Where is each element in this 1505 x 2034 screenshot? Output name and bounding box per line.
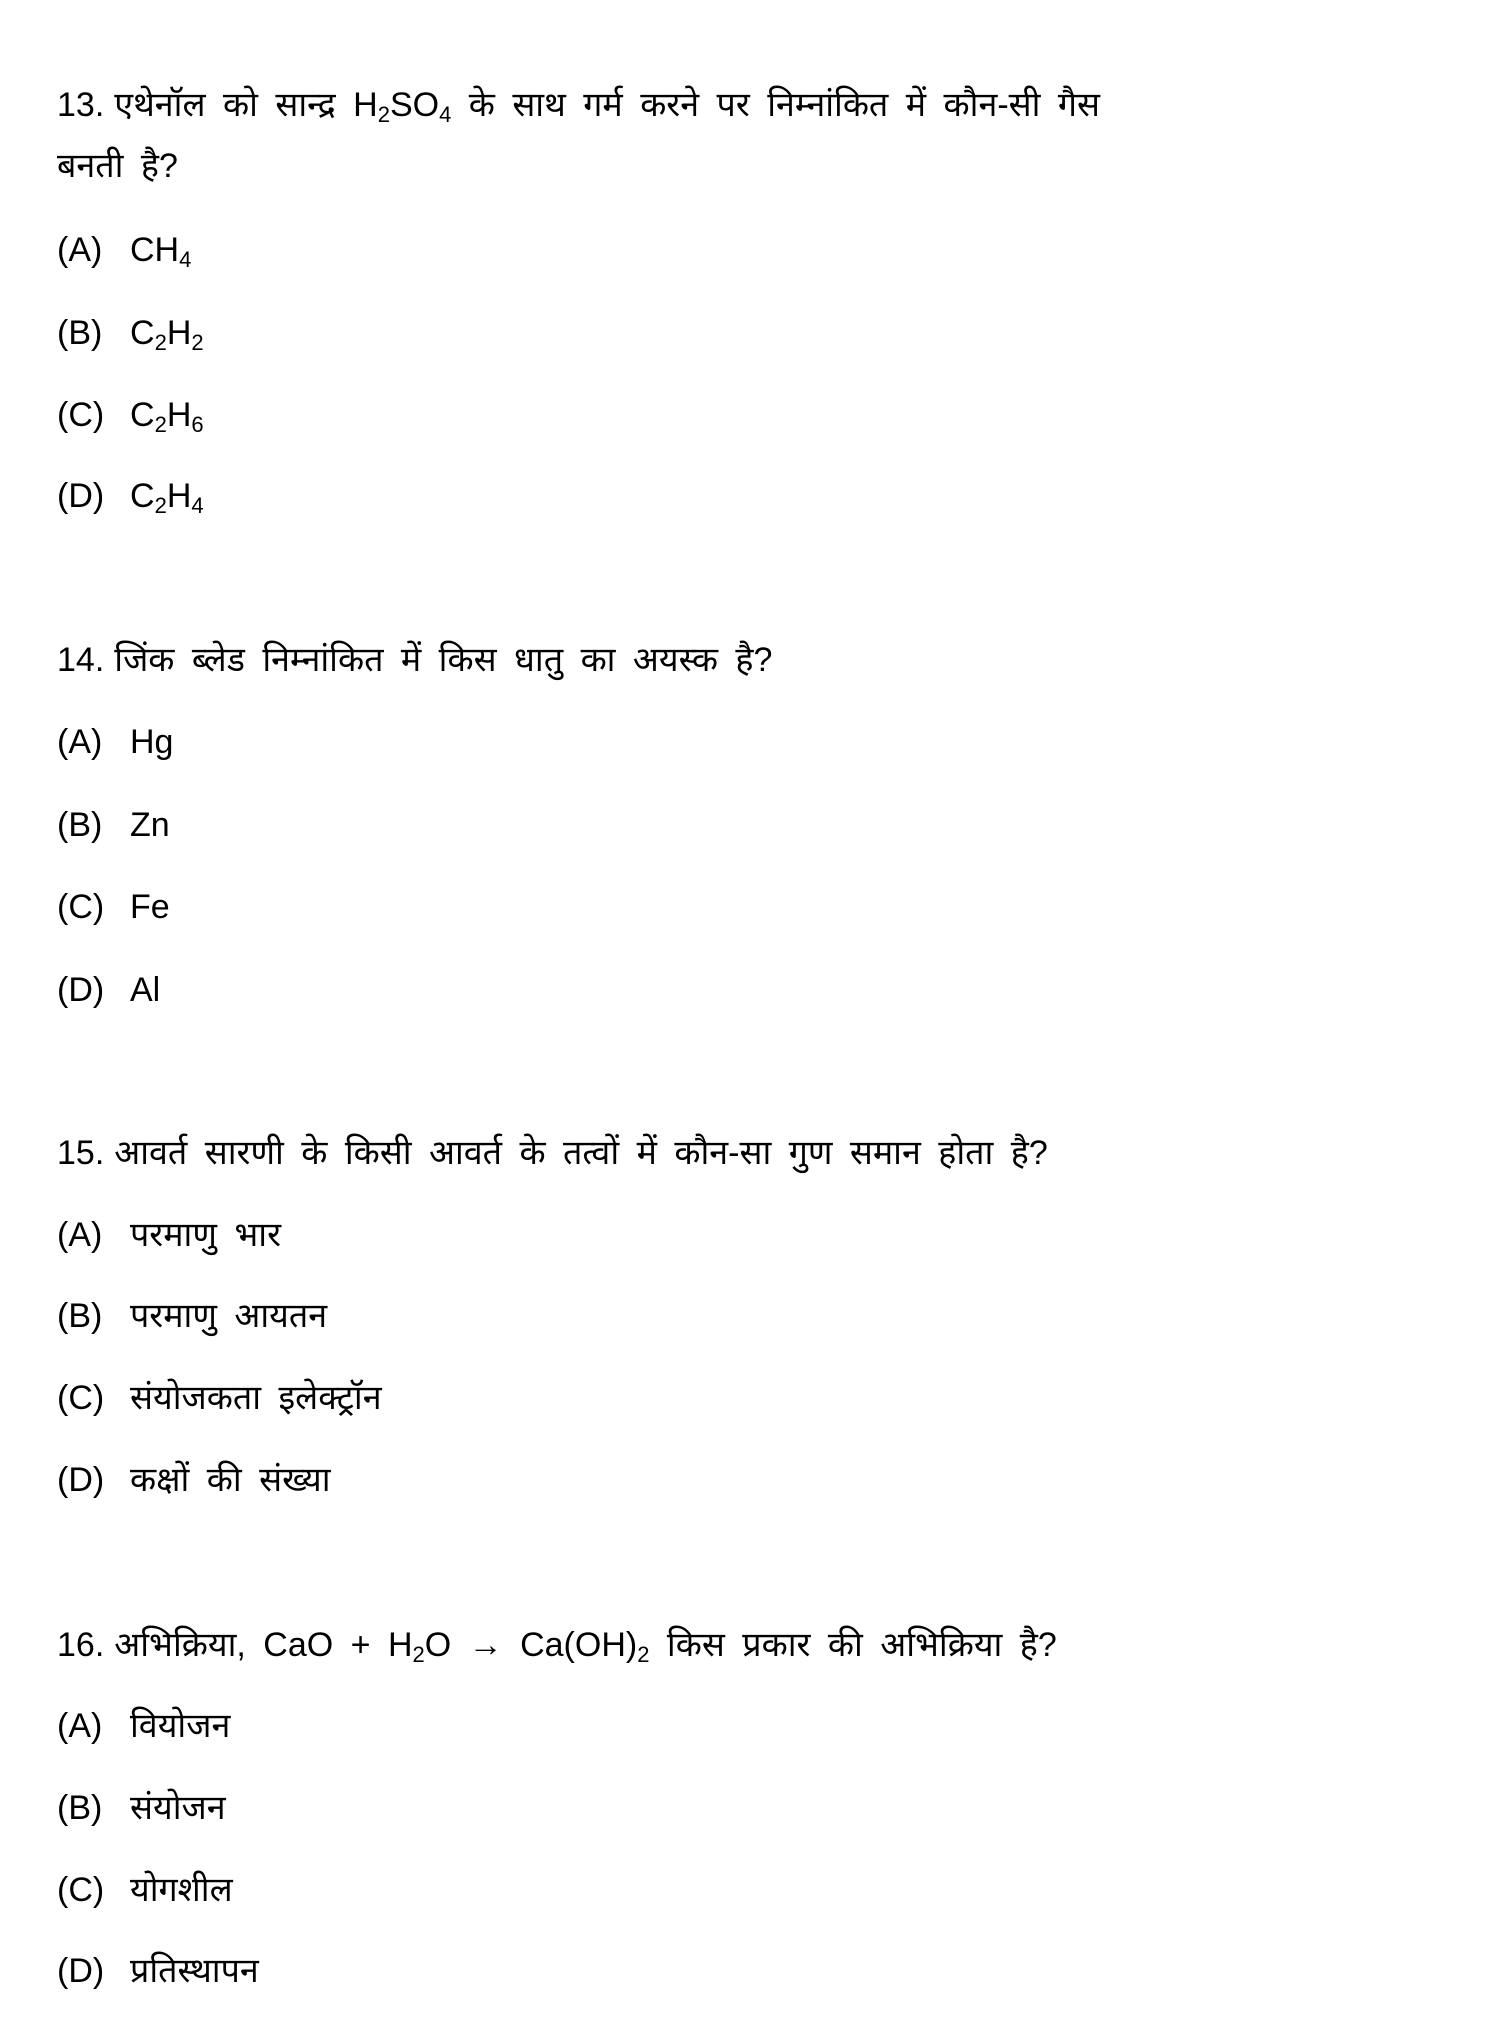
subscript: 2 [637, 1642, 650, 1667]
option-d[interactable] [57, 479, 204, 519]
subscript: 2 [412, 1642, 425, 1667]
question-number: 16. [57, 1626, 105, 1664]
option-label: (A) [57, 1216, 103, 1254]
option-a[interactable] [57, 1218, 281, 1258]
option-text: परमाणु आयतन [130, 1297, 328, 1335]
option-c[interactable] [57, 1873, 233, 1913]
option-label: (C) [57, 396, 105, 434]
option-a[interactable] [57, 725, 173, 765]
option-text: वियोजन [130, 1707, 231, 1745]
option-label: (B) [57, 1789, 103, 1827]
option-text: संयोजन [130, 1789, 226, 1827]
option-text: प्रतिस्थापन [130, 1952, 259, 1990]
option-label: (C) [57, 1871, 105, 1909]
option-text: कक्षों की संख्या [130, 1461, 331, 1499]
question-number: 13. [57, 86, 105, 124]
question-number: 15. [57, 1134, 105, 1172]
option-text: $CH_4$ [130, 231, 192, 272]
question-15-text [57, 1136, 1048, 1176]
option-c[interactable] [57, 398, 204, 438]
question-text: किस प्रकार की अभिक्रिया है? [649, 1626, 1057, 1664]
option-text: $C_2H_2$ [130, 314, 204, 355]
option-b[interactable] [57, 1791, 226, 1831]
option-label: (D) [57, 971, 105, 1009]
subscript: 4 [439, 102, 452, 127]
option-label: (B) [57, 1297, 103, 1335]
option-b[interactable] [57, 808, 170, 848]
option-text: $C_2H_4$ [130, 477, 204, 518]
question-text: SO [389, 86, 440, 124]
option-a[interactable] [57, 1709, 230, 1749]
option-text: Al [130, 971, 161, 1009]
option-text: Zn [130, 806, 170, 844]
subscript: 2 [377, 102, 390, 127]
question-text: आवर्त सारणी के किसी आवर्त के तत्वों में कौन-सा गुण समान होता है? [114, 1134, 1048, 1172]
option-text: Fe [130, 888, 170, 926]
option-label: (B) [57, 314, 103, 352]
option-d[interactable] [57, 1954, 259, 1994]
option-label: (D) [57, 1952, 105, 1990]
option-text: संयोजकता इलेक्ट्रॉन [130, 1379, 382, 1417]
option-d[interactable] [57, 973, 160, 1013]
option-b[interactable] [57, 1299, 327, 1339]
option-label: (C) [57, 1379, 105, 1417]
question-13-text-line-1 [57, 88, 1100, 128]
option-label: (D) [57, 1461, 105, 1499]
question-text: के साथ गर्म करने पर निम्नांकित में कौन-सी गैस [451, 86, 1101, 124]
option-label: (A) [57, 1707, 103, 1745]
option-b[interactable] [57, 316, 204, 356]
option-label: (C) [57, 888, 105, 926]
option-c[interactable] [57, 890, 170, 930]
option-a[interactable] [57, 233, 191, 273]
question-text: अभिक्रिया, CaO + H [114, 1626, 413, 1664]
question-number: 14. [57, 641, 105, 679]
option-label: (B) [57, 806, 103, 844]
question-text: एथेनॉल को सान्द्र H [114, 86, 378, 124]
option-text: $C_2H_6$ [130, 396, 204, 437]
option-label: (A) [57, 723, 103, 761]
question-14-text [57, 643, 772, 683]
option-text: Hg [130, 723, 174, 761]
option-text: परमाणु भार [130, 1216, 281, 1254]
question-text: जिंक ब्लेड निम्नांकित में किस धातु का अयस्क है? [114, 641, 773, 679]
option-d[interactable] [57, 1463, 331, 1503]
question-16-text [57, 1628, 1057, 1668]
question-13-text-line-2: बनती है? [57, 147, 178, 185]
question-text: O → Ca(OH) [424, 1626, 638, 1664]
option-label: (A) [57, 231, 103, 269]
option-text: योगशील [130, 1871, 233, 1909]
option-label: (D) [57, 477, 105, 515]
option-c[interactable] [57, 1381, 382, 1421]
